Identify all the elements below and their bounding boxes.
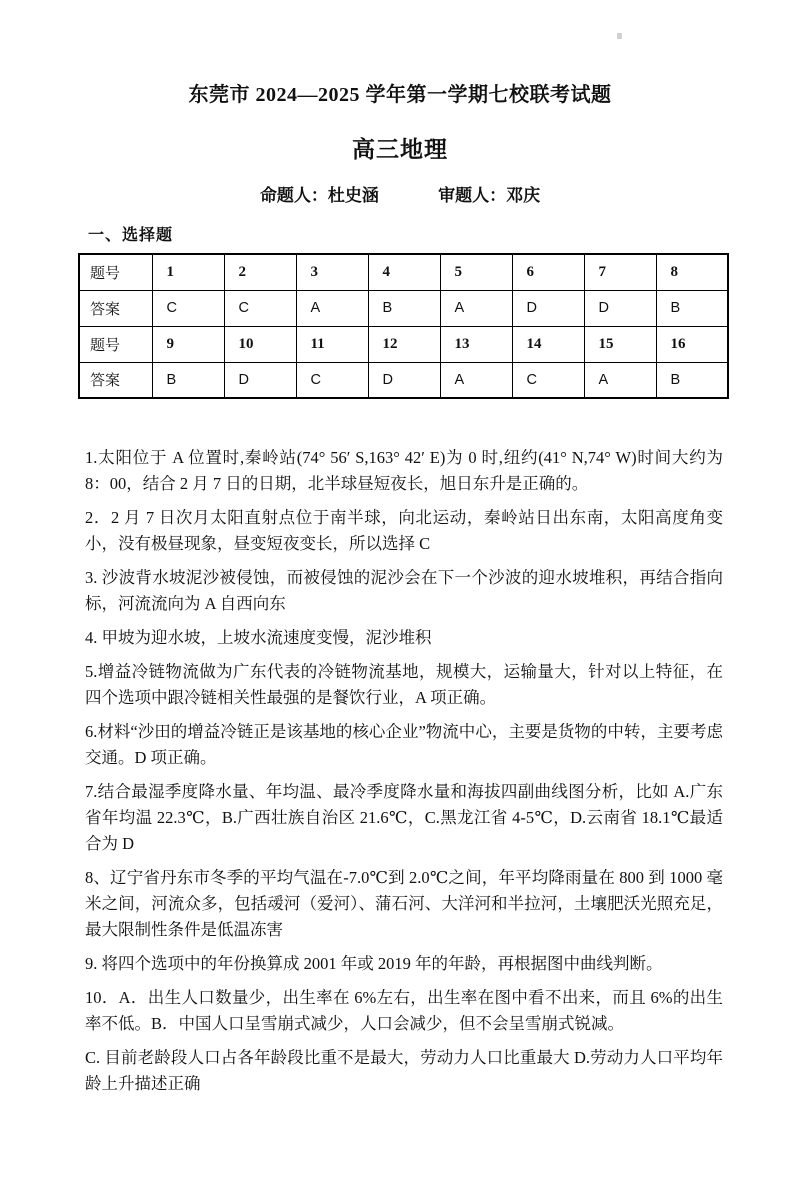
question-number-cell: 5 <box>440 254 512 290</box>
answer-table <box>78 253 729 399</box>
answer-cell: C <box>152 290 224 326</box>
page-smudge-artifact <box>617 33 622 39</box>
explanation-paragraph-10: 10．A．出生人口数量少，出生率在 6%左右，出生率在图中看不出来，而且 6%的出生率不低。B．中国人口呈雪崩式减少，人口会减少，但不会呈雪崩式锐减。 <box>85 988 723 1033</box>
question-number-cell: 1 <box>152 254 224 290</box>
explanation-paragraph-3: 3. 沙波背水坡泥沙被侵蚀，而被侵蚀的泥沙会在下一个沙波的迎水坡堆积，再结合指向标，河流流向为 A 自西向东 <box>85 568 723 613</box>
question-number-cell: 6 <box>512 254 584 290</box>
question-number-cell: 15 <box>584 326 656 362</box>
answer-cell: D <box>512 290 584 326</box>
answer-cell: C <box>512 362 584 398</box>
section-heading-multiple-choice: 一、选择题 <box>88 227 174 244</box>
answer-cell: D <box>584 290 656 326</box>
exam-title: 东莞市 2024—2025 学年第一学期七校联考试题 <box>188 84 612 106</box>
exam-subject: 高三地理 <box>352 136 448 162</box>
answer-cell: C <box>296 362 368 398</box>
answer-cell: A <box>584 362 656 398</box>
row-header-cell: 题号 <box>79 326 152 362</box>
reviewer-label: 审题人：邓庆 <box>438 186 541 205</box>
answer-cell: D <box>368 362 440 398</box>
answer-cell: B <box>656 290 728 326</box>
explanation-paragraph-5: 5.增益冷链物流做为广东代表的冷链物流基地，规模大，运输量大，针对以上特征，在四个选项中跟冷链相关性最强的是餐饮行业，A 项正确。 <box>85 662 723 707</box>
question-number-cell: 3 <box>296 254 368 290</box>
answer-row-2 <box>79 362 728 398</box>
question-number-cell: 14 <box>512 326 584 362</box>
answer-cell: B <box>368 290 440 326</box>
question-number-cell: 11 <box>296 326 368 362</box>
explanation-paragraph-6: 6.材料“沙田的增益冷链正是该基地的核心企业”物流中心，主要是货物的中转，主要考虑交通。D 项正确。 <box>85 722 723 767</box>
question-number-cell: 4 <box>368 254 440 290</box>
question-number-cell: 2 <box>224 254 296 290</box>
answer-cell: A <box>296 290 368 326</box>
question-number-cell: 7 <box>584 254 656 290</box>
explanation-paragraph-8: 8、辽宁省丹东市冬季的平均气温在-7.0℃到 2.0℃之间，年平均降雨量在 800 到 1000 毫米之间，河流众多，包括叆河（爱河）、蒲石河、大洋河和半拉河，土壤肥沃光照充足，最大限制性条件是低温冻害 <box>85 868 723 939</box>
explanation-paragraph-9: 9. 将四个选项中的年份换算成 2001 年或 2019 年的年龄，再根据图中曲线判断。 <box>85 954 663 973</box>
explanation-paragraph-10c: C. 目前老龄段人口占各年龄段比重不是最大，劳动力人口比重最大 D.劳动力人口平均年龄上升描述正确 <box>85 1048 723 1093</box>
question-number-row-1 <box>79 254 728 290</box>
answer-cell: A <box>440 290 512 326</box>
question-number-cell: 10 <box>224 326 296 362</box>
question-number-cell: 16 <box>656 326 728 362</box>
row-header-cell: 题号 <box>79 254 152 290</box>
byline <box>0 181 800 206</box>
question-number-cell: 9 <box>152 326 224 362</box>
question-number-row-2 <box>79 326 728 362</box>
answer-cell: A <box>440 362 512 398</box>
explanation-paragraph-7: 7.结合最湿季度降水量、年均温、最冷季度降水量和海拔四副曲线图分析，比如 A.广东省年均温 22.3℃，B.广西壮族自治区 21.6℃，C.黑龙江省 4-5℃，D.云南省 18.1℃最适合为 D <box>85 782 723 853</box>
question-number-cell: 12 <box>368 326 440 362</box>
question-number-cell: 13 <box>440 326 512 362</box>
explanations-section <box>85 445 723 1097</box>
explanation-paragraph-4: 4. 甲坡为迎水坡，上坡水流速度变慢，泥沙堆积 <box>85 628 432 647</box>
explanation-paragraph-1: 1.太阳位于 A 位置时,秦岭站(74° 56′ S,163° 42′ E)为 0 时,纽约(41° N,74° W)时间大约为 8：00，结合 2 月 7 日的日期，北半球昼短夜长，旭日东升是正确的。 <box>85 448 723 493</box>
question-number-cell: 8 <box>656 254 728 290</box>
explanation-paragraph-2: 2．2 月 7 日次月太阳直射点位于南半球，向北运动，秦岭站日出东南，太阳高度角变小，没有极昼现象，昼变短夜变长，所以选择 C <box>85 508 723 553</box>
row-header-cell: 答案 <box>79 290 152 326</box>
setter-label: 命题人：杜史涵 <box>259 186 379 205</box>
answer-cell: B <box>656 362 728 398</box>
row-header-cell: 答案 <box>79 362 152 398</box>
answer-cell: D <box>224 362 296 398</box>
answer-row-1 <box>79 290 728 326</box>
answer-cell: C <box>224 290 296 326</box>
answer-cell: B <box>152 362 224 398</box>
